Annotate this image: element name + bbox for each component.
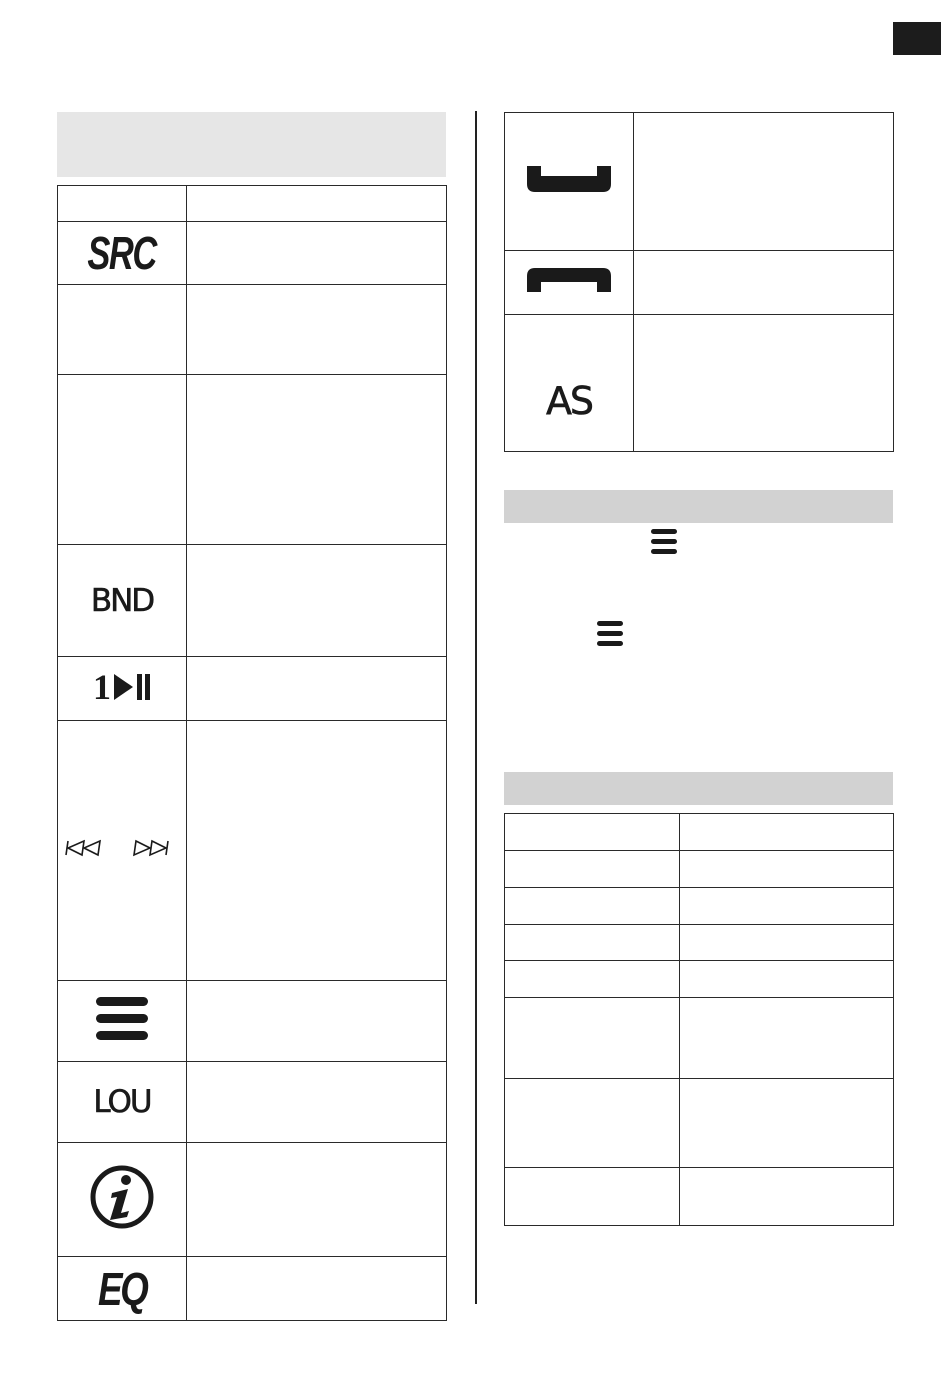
- menu-icon: [96, 995, 148, 1043]
- table-row: [505, 814, 894, 851]
- call-answer-icon: [523, 164, 615, 194]
- icon-cell: [58, 222, 187, 285]
- info-icon: [88, 1163, 156, 1231]
- icon-cell: [505, 315, 634, 452]
- language-tab: [893, 22, 941, 55]
- table-row: [505, 888, 894, 925]
- table-row: [58, 1062, 447, 1143]
- setting-name-cell: [505, 851, 680, 888]
- table-row: [505, 315, 894, 452]
- setting-value-cell: [680, 888, 894, 925]
- icon-cell: [58, 375, 187, 545]
- description-cell: [634, 251, 894, 315]
- column-divider: [475, 111, 477, 1304]
- play-pause-digit: 1: [93, 667, 111, 706]
- setting-value-cell: [680, 814, 894, 851]
- setting-value-cell: [680, 851, 894, 888]
- settings-table: [504, 813, 894, 1226]
- table-row: [58, 222, 447, 285]
- controls-table: [57, 185, 447, 1321]
- eq-icon: EQ: [97, 1262, 147, 1315]
- description-cell: [187, 721, 447, 981]
- table-row: [505, 998, 894, 1079]
- play-pause-icon: [87, 666, 157, 706]
- description-cell: [187, 285, 447, 375]
- table-row: [505, 925, 894, 961]
- setting-name-cell: [505, 814, 680, 851]
- description-cell: [187, 1257, 447, 1321]
- table-row: [58, 657, 447, 721]
- icon-cell: [58, 285, 187, 375]
- icon-cell: [58, 1143, 187, 1257]
- setting-name-cell: [505, 888, 680, 925]
- description-cell: [634, 315, 894, 452]
- icon-cell: [505, 113, 634, 251]
- icon-cell: [505, 251, 634, 315]
- setting-name-cell: [505, 998, 680, 1079]
- table-row: [58, 285, 447, 375]
- description-cell: [187, 1062, 447, 1143]
- menu-section-header: [504, 490, 893, 523]
- setting-name-cell: [505, 1168, 680, 1226]
- table-row: [58, 721, 447, 981]
- src-icon: SRC: [87, 227, 157, 279]
- icon-cell: [58, 981, 187, 1062]
- setting-name-cell: [505, 1079, 680, 1168]
- description-cell: [187, 657, 447, 721]
- header-cell-button: [58, 186, 187, 222]
- table-row: [505, 1168, 894, 1226]
- description-cell: [187, 222, 447, 285]
- setting-name-cell: [505, 925, 680, 961]
- setting-value-cell: [680, 925, 894, 961]
- menu-icon: [597, 620, 627, 649]
- description-cell: [187, 1143, 447, 1257]
- icon-cell: [58, 721, 187, 981]
- table-row: [58, 1143, 447, 1257]
- prev-next-icon: [64, 838, 180, 858]
- table-row: [58, 981, 447, 1062]
- call-end-icon: [523, 266, 615, 294]
- setting-value-cell: [680, 1168, 894, 1226]
- setting-value-cell: [680, 998, 894, 1079]
- description-cell: [187, 375, 447, 545]
- table-row: [58, 375, 447, 545]
- setting-value-cell: [680, 961, 894, 998]
- menu-icon: [651, 528, 681, 557]
- table-header-row: [58, 186, 447, 222]
- settings-section-header: [504, 772, 893, 805]
- as-icon: AS: [545, 379, 593, 423]
- table-row: [505, 961, 894, 998]
- left-section-header: [57, 112, 446, 177]
- setting-value-cell: [680, 1079, 894, 1168]
- phone-controls-table: [504, 112, 894, 452]
- lou-icon: LOU: [93, 1084, 151, 1120]
- table-row: [58, 545, 447, 657]
- icon-cell: [58, 1257, 187, 1321]
- description-cell: [634, 113, 894, 251]
- table-row: [505, 113, 894, 251]
- description-cell: [187, 545, 447, 657]
- table-row: [505, 851, 894, 888]
- table-row: [505, 251, 894, 315]
- icon-cell: [58, 1062, 187, 1143]
- setting-name-cell: [505, 961, 680, 998]
- table-row: [58, 1257, 447, 1321]
- header-cell-function: [187, 186, 447, 222]
- description-cell: [187, 981, 447, 1062]
- icon-cell: [58, 657, 187, 721]
- icon-cell: [58, 545, 187, 657]
- table-row: [505, 1079, 894, 1168]
- bnd-icon: BND: [90, 582, 154, 619]
